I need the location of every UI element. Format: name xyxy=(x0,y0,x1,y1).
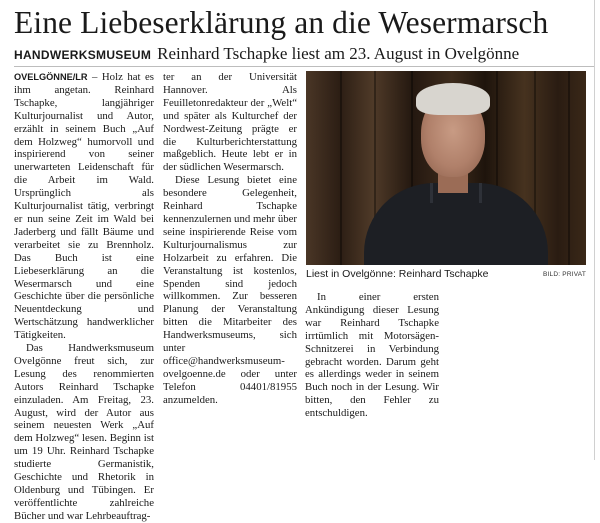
dateline: OVELGÖNNE/LR xyxy=(14,72,88,82)
clipping-edge xyxy=(594,0,595,460)
paragraph-1 xyxy=(14,71,154,342)
article-column-3 xyxy=(305,291,439,420)
photo-credit: BILD: PRIVAT xyxy=(543,271,586,278)
paragraph-4: Diese Lesung bietet eine besondere Gelegenheit, Reinhard Tschapke kennenzulernen und mehr über seine inspirierende Reise vom Kulturjournalismus zur Holzarbeit zu erfahren. Die Veranstaltung ist kostenlos, Spenden sind jedoch willkommen. Zur besseren Planung der Veranstaltung bitten die Mitarbeiter des Handwerksmuseums, sich unter office@handwerksmuseum-ovelgoenne.de oder unter Telefon 04401/81955 anzumelden. xyxy=(163,174,298,406)
paragraph-1-text: – Holz hat es ihm angetan. Reinhard Tschapke, langjähriger Kulturjournalist und Autor, erzählt in seinem Buch „Auf dem Holzweg“ humorvoll und inspirierend von seiner unerwarteten Leidenschaft für die Arbeit im Wald. Ursprünglich als Kulturjournalist tätig, verbringt er nun seine Zeit im Wald bei Jaderberg und fällt Bäume und verarbeitet sie zu Brennholz. Das Buch ist eine Liebeserklärung an die Wesermarsch und eine Geschichte über die persönliche Neuentdeckung und Wertschätzung handwerklicher Tätigkeiten. xyxy=(14,71,154,342)
subheadline-row xyxy=(14,44,594,65)
header-divider xyxy=(14,66,594,67)
author-photo xyxy=(306,71,586,265)
person-hair xyxy=(416,83,490,115)
article-column-2 xyxy=(163,71,297,407)
subheadline: Reinhard Tschapke liest am 23. August in Ovelgönne xyxy=(157,44,520,63)
photo-caption-row xyxy=(306,268,590,282)
paragraph-3: ter an der Universität Hannover. Als Feuilletonredakteur der „Welt“ und später als Kulturchef der Nordwest-Zeitung prägte er die Kulturberichterstattung maßgeblich. Heute lebt er in der südlichen Wesermarsch. xyxy=(163,71,297,174)
correction-paragraph: In einer ersten Ankündigung dieser Lesung war Reinhard Tschapke irrtümlich mit Motorsägen-Schnitzerei in Verbindung gebracht worden. Darum geht es allerdings weder in seinem Buch noch in der Lesung. Wir bitten, den Fehler zu entschuldigen. xyxy=(305,291,439,420)
article-column-1 xyxy=(14,71,154,523)
paragraph-2: Das Handwerksmuseum Ovelgönne freut sich, zur Lesung des renommierten Autors Reinhard Tschapke einzuladen. Am Freitag, 23. August, wird der Autor aus seinem neuesten Werk „Auf dem Holzweg“ lesen. Beginn ist um 19 Uhr. Reinhard Tschapke studierte Germanistik, Geschichte und Rhetorik in Oldenburg und Tübingen. Er veröffentlichte zahlreiche Bücher und war Lehrbeauftrag- xyxy=(14,342,154,522)
photo-caption: Liest in Ovelgönne: Reinhard Tschapke xyxy=(306,268,489,280)
headline: Eine Liebeserklärung an die Wesermarsch xyxy=(14,5,549,40)
kicker: HANDWERKSMUSEUM xyxy=(14,48,152,62)
